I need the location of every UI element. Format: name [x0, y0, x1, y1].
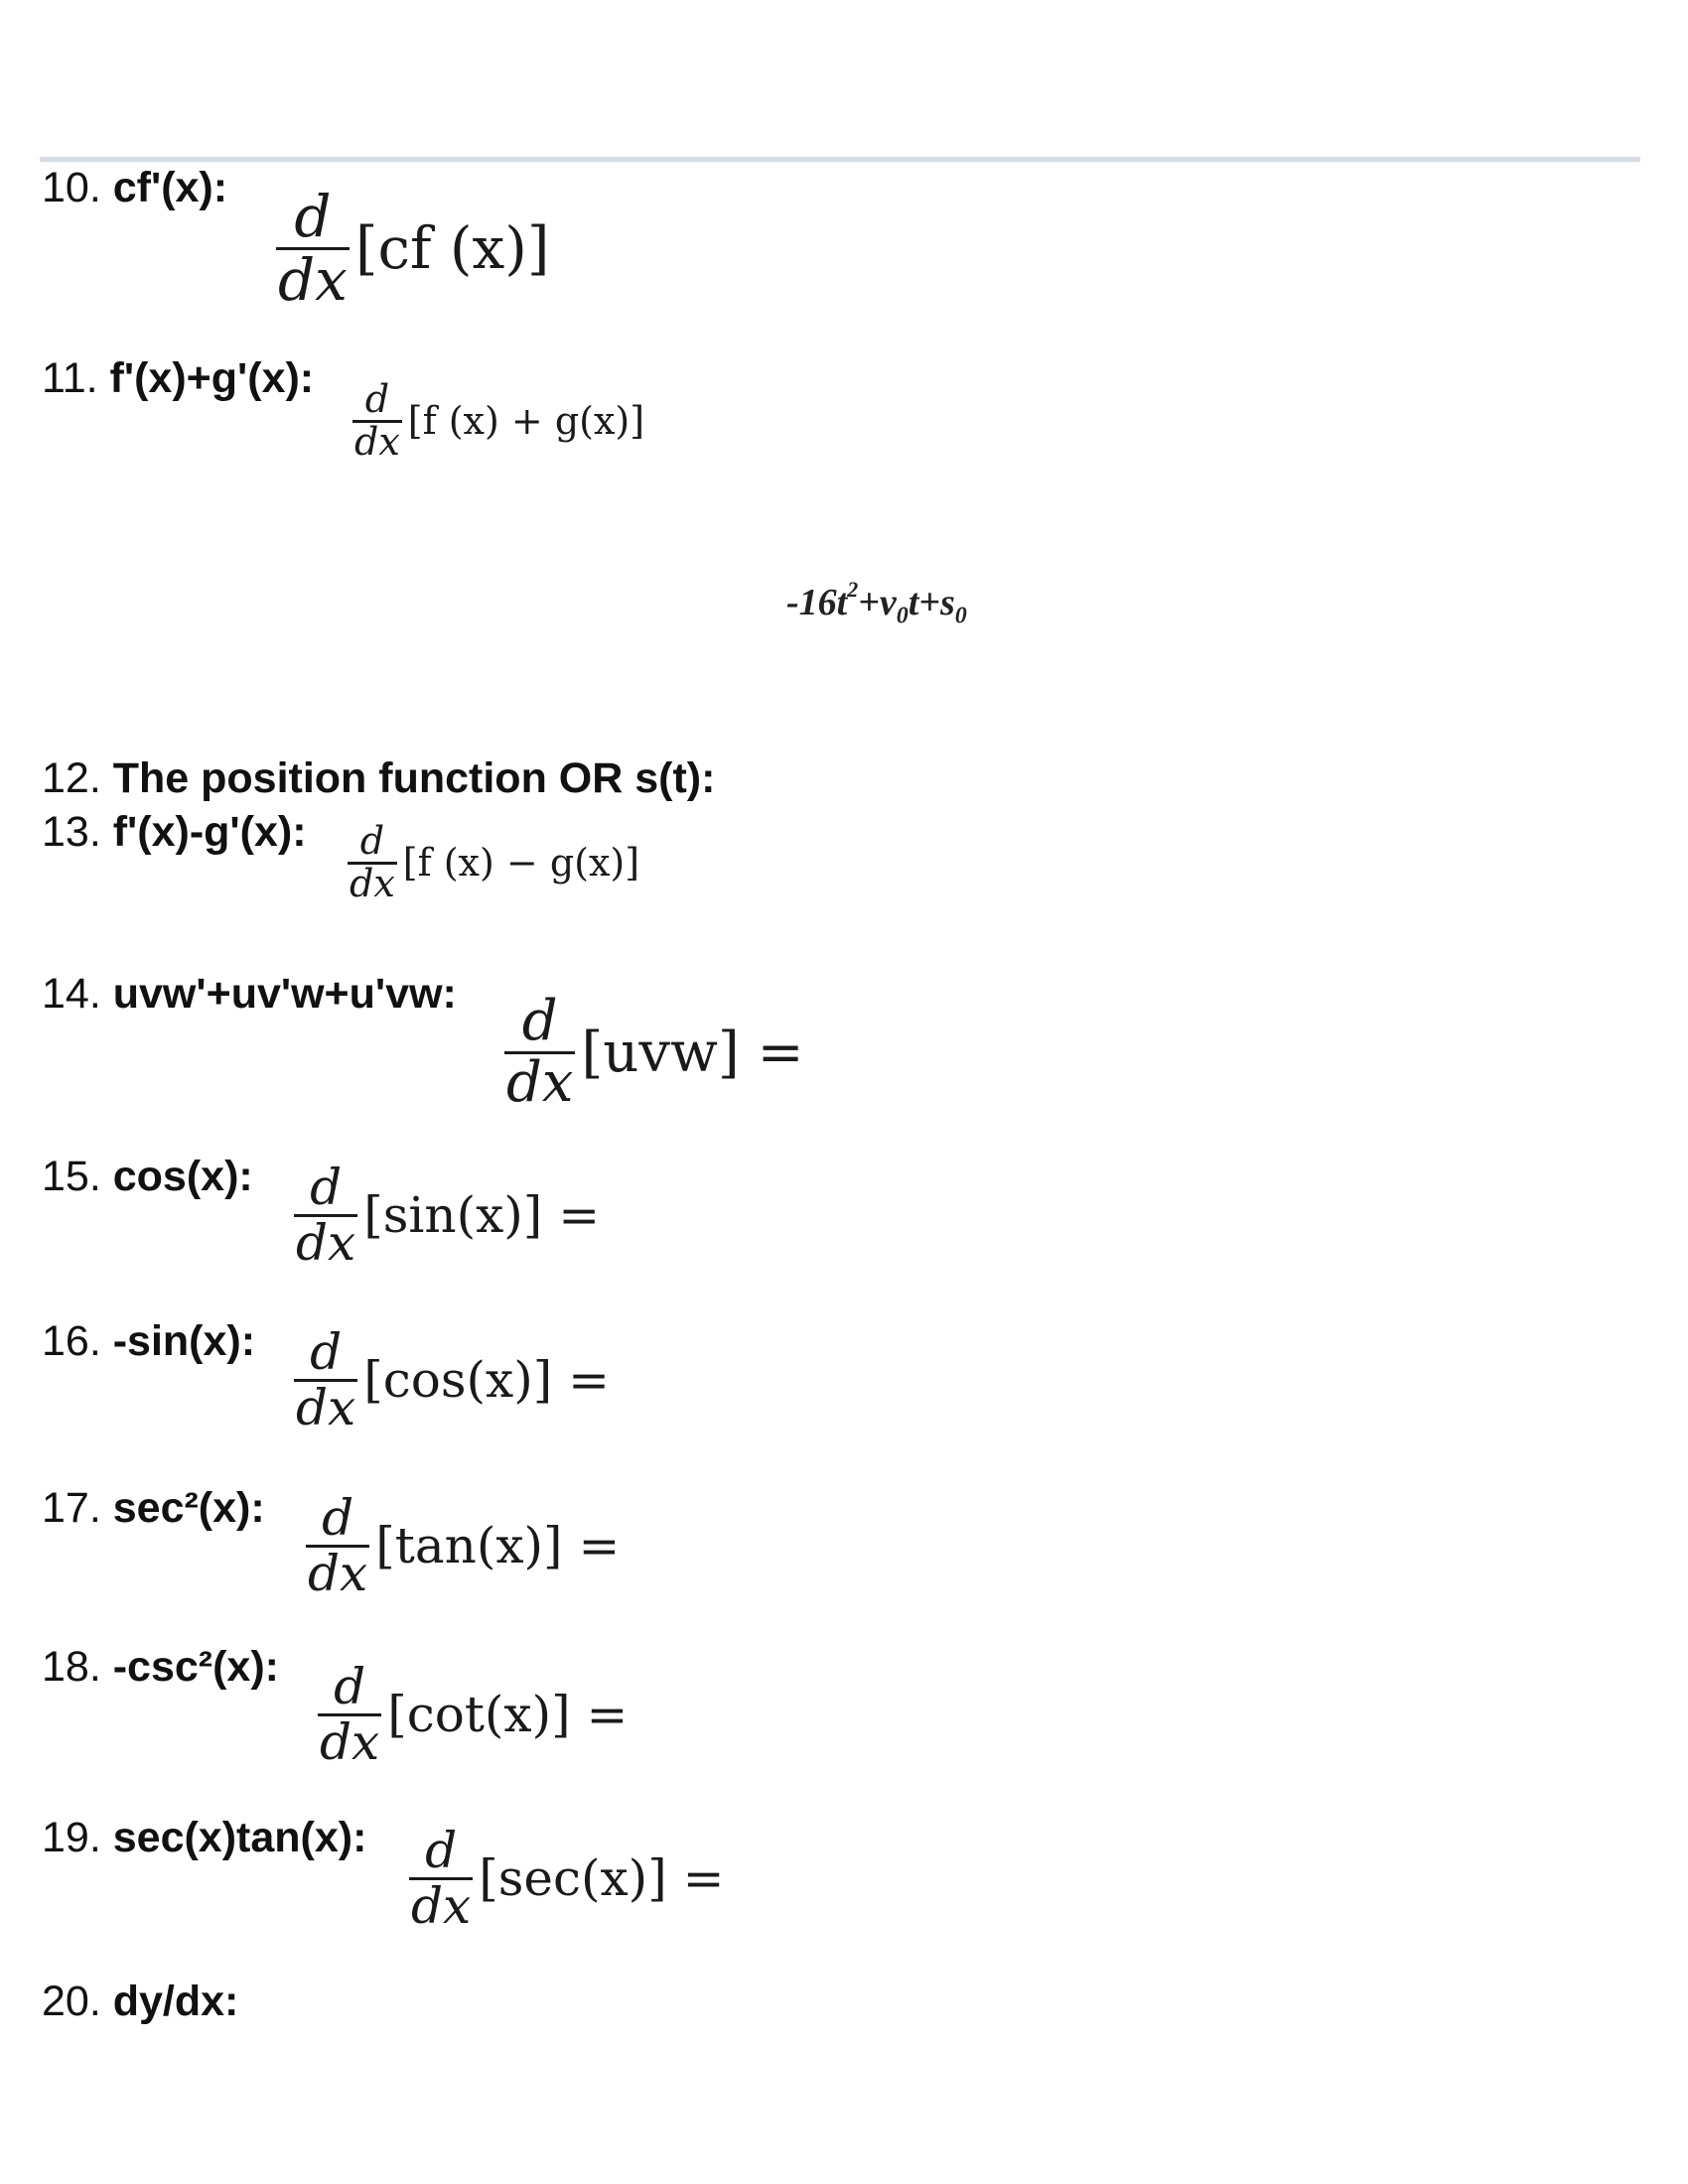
formula-sec: [409, 1822, 725, 1935]
item-19: [42, 1814, 367, 1861]
formula-expression: [cf (x)]: [354, 214, 550, 283]
item-number: 14.: [42, 970, 101, 1018]
item-number: 16.: [42, 1317, 101, 1365]
item-number: 12.: [42, 754, 101, 802]
position-formula: $-16t^2+v_0t+s_0$: [786, 577, 967, 629]
formula-expression: [cos(x)] =: [363, 1351, 610, 1409]
item-answer: cf'(x):: [112, 164, 228, 211]
formula-expression: [sin(x)] =: [363, 1186, 601, 1244]
derivative-operator: $\frac{d}{dx}$: [320, 1658, 380, 1771]
item-answer: f'(x)+g'(x):: [109, 354, 315, 402]
formula-expression: [sec(x)] =: [479, 1849, 725, 1907]
item-number: 15.: [42, 1153, 101, 1200]
derivative-operator: $\frac{d}{dx}$: [296, 1159, 356, 1272]
formula-expression: [f (x) − g(x)]: [402, 841, 640, 886]
item-answer: The position function OR s(t):: [112, 754, 716, 802]
item-18: [42, 1643, 279, 1691]
formula-cos: [294, 1323, 610, 1436]
formula-cot: [318, 1658, 629, 1771]
derivative-operator: $\frac{d}{dx}$: [506, 989, 574, 1115]
formula-sin: [294, 1159, 601, 1272]
item-answer: dy/dx:: [112, 1978, 239, 2025]
formula-cf: [276, 183, 550, 314]
item-number: 17.: [42, 1484, 101, 1532]
item-17: [42, 1484, 265, 1532]
item-number: 18.: [42, 1643, 101, 1691]
formula-tan: [306, 1489, 621, 1602]
item-10: [42, 164, 228, 211]
item-number: 20.: [42, 1978, 101, 2025]
formula-expression: [tan(x)] =: [375, 1517, 621, 1574]
item-11: [42, 354, 315, 402]
item-answer: sec(x)tan(x):: [112, 1814, 367, 1861]
derivative-operator: $\frac{d}{dx}$: [411, 1822, 472, 1935]
item-20: [42, 1980, 238, 2023]
item-16: [42, 1317, 256, 1365]
item-12: [42, 754, 716, 802]
derivative-operator: $\frac{d}{dx}$: [278, 183, 348, 314]
item-15: [42, 1153, 253, 1200]
item-number: 19.: [42, 1814, 101, 1861]
formula-expression: [cot(x)] =: [387, 1686, 629, 1743]
item-answer: sec²(x):: [112, 1484, 265, 1532]
item-number: 11.: [42, 354, 98, 402]
formula-uvw: [504, 989, 804, 1115]
top-divider: [40, 157, 1640, 162]
item-answer: f'(x)-g'(x):: [112, 808, 307, 856]
item-answer: -csc²(x):: [112, 1643, 279, 1691]
item-answer: -sin(x):: [112, 1317, 256, 1365]
derivative-operator: $\frac{d}{dx}$: [296, 1323, 356, 1436]
derivative-operator: $\frac{d}{dx}$: [308, 1489, 368, 1602]
item-number: 10.: [42, 164, 101, 211]
item-number: 13.: [42, 808, 101, 856]
derivative-operator: $\frac{d}{dx}$: [354, 377, 400, 464]
formula-sum: [352, 377, 645, 464]
formula-expression: [f (x) + g(x)]: [407, 399, 645, 444]
item-answer: cos(x):: [112, 1153, 253, 1200]
item-14: [42, 970, 457, 1018]
formula-difference: [348, 819, 640, 905]
formula-expression: [uvw] =: [581, 1020, 804, 1085]
item-13: [42, 808, 307, 856]
derivative-operator: $\frac{d}{dx}$: [350, 819, 395, 905]
item-answer: uvw'+uv'w+u'vw:: [112, 970, 457, 1018]
